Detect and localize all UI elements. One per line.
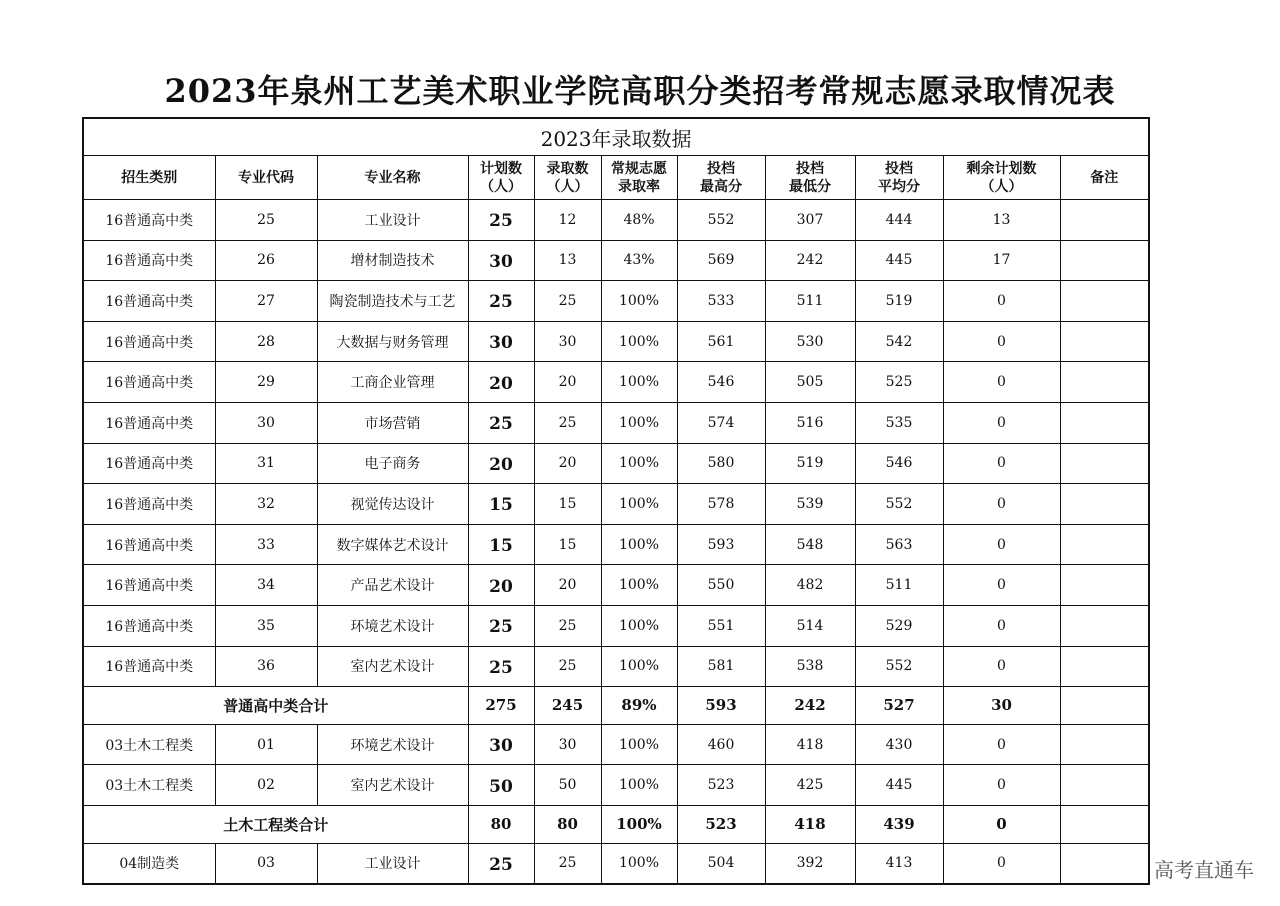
cell-remark	[1060, 765, 1149, 806]
cell-major: 环境艺术设计	[317, 605, 468, 646]
cell-avg-score: 563	[855, 524, 943, 565]
cell-remark	[1060, 321, 1149, 362]
cell-admitted: 50	[534, 765, 601, 806]
cell-code: 33	[215, 524, 317, 565]
cell-plan: 15	[468, 524, 534, 565]
cell-rate: 100%	[601, 281, 677, 322]
cell-max-score: 551	[677, 605, 765, 646]
table-subtitle: 2023年录取数据	[83, 118, 1149, 156]
cell-avg-score: 445	[855, 765, 943, 806]
cell-plan: 25	[468, 281, 534, 322]
cell-avg-score: 413	[855, 843, 943, 884]
cell-min-score: 516	[765, 402, 855, 443]
header-category: 招生类别	[83, 156, 215, 200]
cell-min-score: 505	[765, 362, 855, 403]
cell-major: 环境艺术设计	[317, 724, 468, 765]
cell-admitted: 25	[534, 646, 601, 687]
cell-remaining: 0	[943, 524, 1060, 565]
cell-rate: 48%	[601, 200, 677, 241]
cell-remark	[1060, 605, 1149, 646]
cell-remark	[1060, 240, 1149, 281]
cell-remark	[1060, 646, 1149, 687]
cell-max-score: 569	[677, 240, 765, 281]
cell-rate: 100%	[601, 443, 677, 484]
cell-category: 16普通高中类	[83, 443, 215, 484]
cell-remaining: 0	[943, 362, 1060, 403]
cell-max-score: 593	[677, 687, 765, 725]
cell-max-score: 580	[677, 443, 765, 484]
cell-avg-score: 527	[855, 687, 943, 725]
cell-category: 16普通高中类	[83, 281, 215, 322]
cell-major: 室内艺术设计	[317, 646, 468, 687]
cell-major: 工业设计	[317, 843, 468, 884]
cell-major: 陶瓷制造技术与工艺	[317, 281, 468, 322]
table-row	[83, 843, 1149, 884]
cell-remaining: 17	[943, 240, 1060, 281]
cell-admitted: 13	[534, 240, 601, 281]
cell-category: 03土木工程类	[83, 724, 215, 765]
cell-rate: 100%	[601, 765, 677, 806]
cell-min-score: 530	[765, 321, 855, 362]
cell-code: 34	[215, 565, 317, 606]
header-plan: 计划数 （人）	[468, 156, 534, 200]
cell-remaining: 0	[943, 646, 1060, 687]
header-min-score: 投档 最低分	[765, 156, 855, 200]
cell-admitted: 30	[534, 724, 601, 765]
cell-min-score: 242	[765, 687, 855, 725]
table-row	[83, 443, 1149, 484]
cell-avg-score: 542	[855, 321, 943, 362]
cell-code: 28	[215, 321, 317, 362]
cell-avg-score: 535	[855, 402, 943, 443]
cell-major: 大数据与财务管理	[317, 321, 468, 362]
cell-remark	[1060, 200, 1149, 241]
cell-code: 35	[215, 605, 317, 646]
cell-avg-score: 519	[855, 281, 943, 322]
cell-min-score: 425	[765, 765, 855, 806]
cell-code: 27	[215, 281, 317, 322]
cell-max-score: 552	[677, 200, 765, 241]
cell-code: 32	[215, 484, 317, 525]
cell-plan: 25	[468, 646, 534, 687]
cell-min-score: 514	[765, 605, 855, 646]
cell-min-score: 307	[765, 200, 855, 241]
table-row	[83, 724, 1149, 765]
cell-remark	[1060, 524, 1149, 565]
cell-category: 16普通高中类	[83, 402, 215, 443]
table-row	[83, 200, 1149, 241]
cell-code: 36	[215, 646, 317, 687]
cell-max-score: 523	[677, 805, 765, 843]
cell-remaining: 0	[943, 843, 1060, 884]
cell-rate: 89%	[601, 687, 677, 725]
header-rate: 常规志愿 录取率	[601, 156, 677, 200]
cell-remaining: 0	[943, 321, 1060, 362]
cell-admitted: 30	[534, 321, 601, 362]
table-row	[83, 565, 1149, 606]
cell-max-score: 593	[677, 524, 765, 565]
cell-admitted: 20	[534, 565, 601, 606]
cell-category: 16普通高中类	[83, 362, 215, 403]
cell-plan: 25	[468, 200, 534, 241]
total-label: 土木工程类合计	[83, 805, 468, 843]
header-row	[83, 156, 1149, 200]
cell-rate: 100%	[601, 402, 677, 443]
cell-avg-score: 430	[855, 724, 943, 765]
cell-rate: 100%	[601, 646, 677, 687]
cell-min-score: 548	[765, 524, 855, 565]
table-row	[83, 281, 1149, 322]
table-row	[83, 240, 1149, 281]
watermark: 高考直通车	[1154, 858, 1254, 882]
cell-category: 16普通高中类	[83, 646, 215, 687]
cell-max-score: 550	[677, 565, 765, 606]
cell-code: 02	[215, 765, 317, 806]
cell-major: 电子商务	[317, 443, 468, 484]
cell-rate: 100%	[601, 843, 677, 884]
cell-plan: 30	[468, 321, 534, 362]
cell-code: 25	[215, 200, 317, 241]
cell-category: 16普通高中类	[83, 200, 215, 241]
cell-min-score: 418	[765, 805, 855, 843]
cell-major: 视觉传达设计	[317, 484, 468, 525]
cell-rate: 100%	[601, 362, 677, 403]
cell-rate: 100%	[601, 724, 677, 765]
cell-plan: 80	[468, 805, 534, 843]
cell-avg-score: 552	[855, 646, 943, 687]
cell-min-score: 482	[765, 565, 855, 606]
table-row	[83, 605, 1149, 646]
cell-max-score: 533	[677, 281, 765, 322]
cell-category: 16普通高中类	[83, 524, 215, 565]
table-row	[83, 321, 1149, 362]
header-major: 专业名称	[317, 156, 468, 200]
cell-avg-score: 552	[855, 484, 943, 525]
cell-admitted: 80	[534, 805, 601, 843]
cell-max-score: 504	[677, 843, 765, 884]
cell-plan: 25	[468, 843, 534, 884]
cell-admitted: 20	[534, 443, 601, 484]
cell-remark	[1060, 402, 1149, 443]
cell-remark	[1060, 484, 1149, 525]
cell-min-score: 418	[765, 724, 855, 765]
cell-remark	[1060, 443, 1149, 484]
header-admitted: 录取数 （人）	[534, 156, 601, 200]
cell-category: 16普通高中类	[83, 605, 215, 646]
cell-avg-score: 445	[855, 240, 943, 281]
cell-remark	[1060, 843, 1149, 884]
cell-avg-score: 529	[855, 605, 943, 646]
cell-code: 01	[215, 724, 317, 765]
cell-remaining: 0	[943, 805, 1060, 843]
cell-remaining: 13	[943, 200, 1060, 241]
total-row	[83, 687, 1149, 725]
cell-max-score: 523	[677, 765, 765, 806]
cell-rate: 100%	[601, 484, 677, 525]
cell-major: 产品艺术设计	[317, 565, 468, 606]
cell-avg-score: 439	[855, 805, 943, 843]
cell-avg-score: 525	[855, 362, 943, 403]
cell-admitted: 12	[534, 200, 601, 241]
cell-min-score: 519	[765, 443, 855, 484]
header-remark: 备注	[1060, 156, 1149, 200]
cell-avg-score: 546	[855, 443, 943, 484]
cell-avg-score: 511	[855, 565, 943, 606]
cell-max-score: 581	[677, 646, 765, 687]
cell-admitted: 15	[534, 484, 601, 525]
cell-major: 市场营销	[317, 402, 468, 443]
cell-code: 31	[215, 443, 317, 484]
cell-rate: 100%	[601, 524, 677, 565]
table-body	[83, 200, 1149, 885]
cell-remaining: 0	[943, 565, 1060, 606]
cell-remark	[1060, 724, 1149, 765]
cell-remaining: 0	[943, 724, 1060, 765]
cell-remark	[1060, 362, 1149, 403]
cell-category: 16普通高中类	[83, 565, 215, 606]
cell-plan: 30	[468, 240, 534, 281]
page-title: 2023年泉州工艺美术职业学院高职分类招考常规志愿录取情况表	[164, 72, 1116, 110]
cell-major: 增材制造技术	[317, 240, 468, 281]
cell-plan: 50	[468, 765, 534, 806]
cell-code: 29	[215, 362, 317, 403]
table-row	[83, 484, 1149, 525]
admission-table	[82, 117, 1150, 885]
cell-admitted: 25	[534, 605, 601, 646]
cell-min-score: 511	[765, 281, 855, 322]
table-row	[83, 402, 1149, 443]
total-label: 普通高中类合计	[83, 687, 468, 725]
cell-admitted: 25	[534, 281, 601, 322]
cell-min-score: 538	[765, 646, 855, 687]
cell-remark	[1060, 805, 1149, 843]
cell-max-score: 546	[677, 362, 765, 403]
cell-category: 03土木工程类	[83, 765, 215, 806]
cell-plan: 20	[468, 565, 534, 606]
cell-max-score: 561	[677, 321, 765, 362]
cell-plan: 20	[468, 362, 534, 403]
header-max-score: 投档 最高分	[677, 156, 765, 200]
cell-remark	[1060, 687, 1149, 725]
cell-code: 30	[215, 402, 317, 443]
cell-major: 数字媒体艺术设计	[317, 524, 468, 565]
cell-rate: 43%	[601, 240, 677, 281]
cell-major: 工业设计	[317, 200, 468, 241]
cell-avg-score: 444	[855, 200, 943, 241]
cell-remaining: 0	[943, 765, 1060, 806]
cell-max-score: 578	[677, 484, 765, 525]
cell-admitted: 15	[534, 524, 601, 565]
cell-admitted: 25	[534, 843, 601, 884]
cell-rate: 100%	[601, 605, 677, 646]
cell-rate: 100%	[601, 321, 677, 362]
cell-admitted: 20	[534, 362, 601, 403]
cell-min-score: 539	[765, 484, 855, 525]
table-row	[83, 362, 1149, 403]
cell-rate: 100%	[601, 805, 677, 843]
cell-remaining: 0	[943, 605, 1060, 646]
cell-category: 04制造类	[83, 843, 215, 884]
cell-remaining: 0	[943, 443, 1060, 484]
cell-category: 16普通高中类	[83, 240, 215, 281]
header-remaining: 剩余计划数 （人）	[943, 156, 1060, 200]
cell-min-score: 392	[765, 843, 855, 884]
cell-code: 03	[215, 843, 317, 884]
cell-plan: 30	[468, 724, 534, 765]
cell-remaining: 0	[943, 484, 1060, 525]
cell-max-score: 574	[677, 402, 765, 443]
cell-plan: 275	[468, 687, 534, 725]
table-row	[83, 524, 1149, 565]
cell-major: 室内艺术设计	[317, 765, 468, 806]
table-row	[83, 646, 1149, 687]
cell-major: 工商企业管理	[317, 362, 468, 403]
cell-remaining: 30	[943, 687, 1060, 725]
cell-min-score: 242	[765, 240, 855, 281]
cell-code: 26	[215, 240, 317, 281]
cell-rate: 100%	[601, 565, 677, 606]
cell-remark	[1060, 281, 1149, 322]
cell-remaining: 0	[943, 281, 1060, 322]
cell-plan: 20	[468, 443, 534, 484]
cell-plan: 15	[468, 484, 534, 525]
cell-max-score: 460	[677, 724, 765, 765]
total-row	[83, 805, 1149, 843]
cell-plan: 25	[468, 402, 534, 443]
cell-plan: 25	[468, 605, 534, 646]
cell-admitted: 245	[534, 687, 601, 725]
cell-admitted: 25	[534, 402, 601, 443]
header-avg-score: 投档 平均分	[855, 156, 943, 200]
header-code: 专业代码	[215, 156, 317, 200]
table-row	[83, 765, 1149, 806]
cell-category: 16普通高中类	[83, 321, 215, 362]
cell-remark	[1060, 565, 1149, 606]
cell-category: 16普通高中类	[83, 484, 215, 525]
cell-remaining: 0	[943, 402, 1060, 443]
